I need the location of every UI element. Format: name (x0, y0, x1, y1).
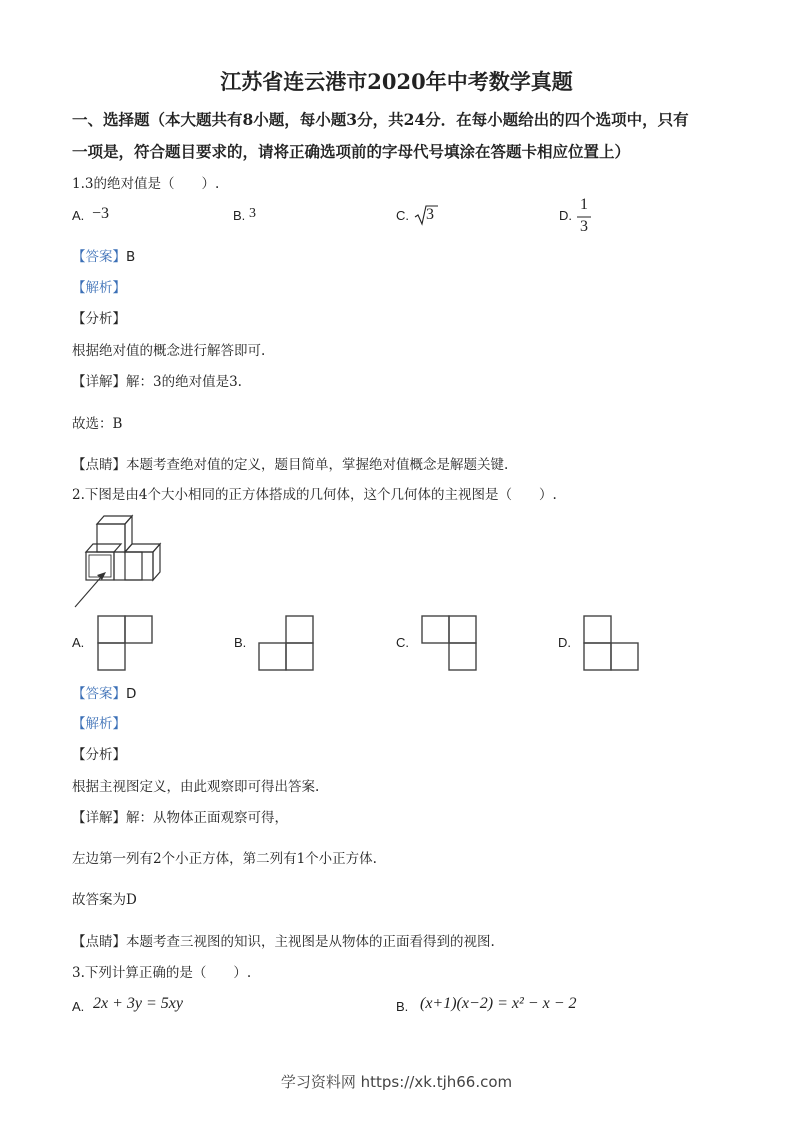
q1-option-d-letter: D. (559, 208, 572, 223)
comment-tag: 【点睛】 (72, 457, 126, 473)
section-header-line2: 一项是，符合题目要求的，请将正确选项前的字母代号填涂在答题卡相应位置上） (72, 142, 631, 161)
q1-option-d-denominator: 3 (580, 218, 588, 235)
q2-option-c-diagram (421, 615, 479, 673)
q2-option-d-letter: D. (558, 635, 571, 650)
q3-option-b-expr: (x+1)(x−2) = x² − x − 2 (420, 995, 577, 1012)
q1-answer: B (126, 249, 136, 265)
q1-conclusion: 故选：B (72, 416, 123, 432)
q2-detail: 解：从物体正面观察可得， (126, 810, 288, 826)
q1-option-b-letter: B. (233, 208, 246, 223)
q2-answer-line (72, 682, 136, 702)
q2-fenxi-tag: 【分析】 (72, 747, 126, 763)
q1-fenxi-tag: 【分析】 (72, 311, 126, 327)
q2-fenxi: 根据主视图定义，由此观察即可得出答案. (72, 779, 320, 795)
q3-option-a-expr: 2x + 3y = 5xy (93, 995, 183, 1012)
q2-stem: 2.下图是由4个大小相同的正方体搭成的几何体，这个几何体的主视图是（ ）. (72, 487, 557, 503)
cube-stack-figure (70, 510, 170, 610)
q1-answer-line (72, 245, 135, 265)
comment-tag: 【点睛】 (72, 934, 126, 950)
q1-fenxi: 根据绝对值的概念进行解答即可. (72, 343, 266, 359)
q1-comment: 本题考查绝对值的定义，题目简单，掌握绝对值概念是解题关键. (126, 457, 509, 473)
q2-analysis-tag: 【解析】 (72, 716, 126, 732)
q2-option-d-diagram (583, 615, 641, 673)
q1-detail-line (72, 370, 242, 390)
q2-option-b-letter: B. (234, 635, 247, 650)
q3-stem: 3.下列计算正确的是（ ）. (72, 965, 252, 981)
q1-option-a-value: −3 (92, 205, 110, 222)
q2-option-a-letter: A. (72, 635, 85, 650)
q2-conclusion: 故答案为D (72, 892, 137, 908)
q2-detail-line (72, 806, 288, 826)
page-title: 江苏省连云港市2020年中考数学真题 (220, 69, 573, 94)
q2-comment-line (72, 930, 495, 950)
detail-tag: 【详解】 (72, 374, 126, 390)
q2-detail2: 左边第一列有2个小正方体，第二列有1个小正方体. (72, 851, 377, 867)
q2-option-a-diagram (97, 615, 155, 673)
q1-option-d-numerator: 1 (580, 196, 588, 213)
q2-comment: 本题考查三视图的知识，主视图是从物体的正面看得到的视图. (126, 934, 495, 950)
q1-option-c-value: 3 (426, 206, 434, 223)
detail-tag: 【详解】 (72, 810, 126, 826)
answer-tag: 【答案】 (72, 249, 126, 265)
q2-option-c-letter: C. (396, 635, 409, 650)
q3-option-a-letter: A. (72, 999, 85, 1014)
q2-option-b-diagram (258, 615, 316, 673)
q1-option-a-letter: A. (72, 208, 85, 223)
q1-analysis-tag: 【解析】 (72, 280, 126, 296)
q1-comment-line (72, 453, 508, 473)
q2-answer: D (126, 686, 137, 702)
q1-option-b-value: 3 (249, 206, 256, 221)
section-header-line1: 一、选择题（本大题共有8小题，每小题3分，共24分．在每小题给出的四个选项中，只有 (72, 110, 689, 129)
q1-option-c-letter: C. (396, 208, 409, 223)
q1-stem: 1.3的绝对值是（ ）. (72, 176, 220, 192)
q1-detail: 解：3的绝对值是3. (126, 374, 242, 390)
answer-tag: 【答案】 (72, 686, 126, 702)
footer-watermark: 学习资料网 https://xk.tjh66.com (280, 1073, 513, 1091)
q3-option-b-letter: B. (396, 999, 409, 1014)
